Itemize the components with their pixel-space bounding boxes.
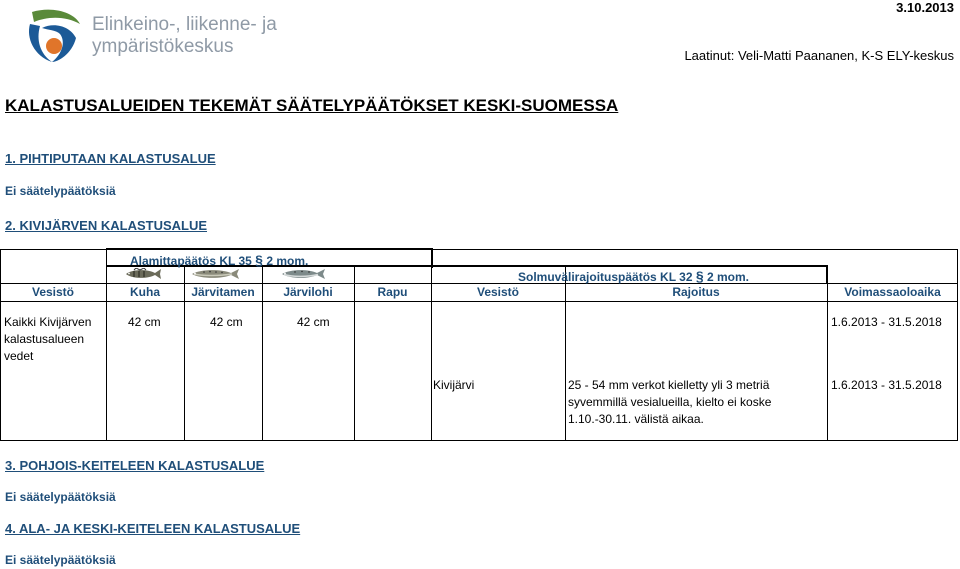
table-row-1-jarvitaimen: 42 cm	[210, 315, 243, 329]
group-heading-tail: 2 mom.	[706, 270, 749, 284]
organization-name	[92, 14, 277, 58]
pike-perch-icon	[124, 268, 162, 280]
table-row-2-rajoitus	[568, 377, 771, 428]
org-line-2: ympäristökeskus	[92, 36, 234, 57]
col-header-jarvitaimen: Järvitamen	[191, 285, 255, 299]
section-1-note: Ei säätelypäätöksiä	[5, 184, 116, 198]
table-rule	[0, 283, 958, 284]
cell-line: syvemmillä vesialueilla, kielto ei koske	[568, 395, 772, 409]
group-heading-text: Solmuvälirajoituspäätös KL 32	[518, 270, 693, 284]
group-heading-tail: 2 mom.	[266, 254, 309, 268]
cell-line: 25 - 54 mm verkot kielletty yli 3 metriä	[568, 378, 770, 392]
document-author: Laatinut: Veli-Matti Paananen, K-S ELY-keskus	[684, 48, 954, 63]
brown-trout-icon	[190, 268, 240, 280]
group-heading-min-size	[130, 252, 308, 268]
section-2-title: 2. KIVIJÄRVEN KALASTUSALUE	[5, 218, 208, 233]
col-header-rapu: Rapu	[377, 285, 408, 299]
page-title: KALASTUSALUEIDEN TEKEMÄT SÄÄTELYPÄÄTÖKSET KESKI-SUOMESSA	[5, 96, 619, 115]
paragraph-symbol: §	[695, 268, 704, 284]
cell-line: vedet	[4, 349, 34, 363]
section-3-note: Ei säätelypäätöksiä	[5, 490, 116, 504]
section-1-title: 1. PIHTIPUTAAN KALASTUSALUE	[5, 151, 216, 166]
paragraph-symbol: §	[255, 252, 263, 268]
col-header-voimassaoloaika: Voimassaoloaika	[844, 285, 941, 299]
document-date: 3.10.2013	[896, 0, 954, 15]
table-border	[826, 265, 828, 283]
table-rule	[0, 301, 958, 302]
org-line-1: Elinkeino-, liikenne- ja	[92, 14, 277, 35]
cell-line: 1.10.-30.11. välistä aikaa.	[568, 412, 704, 426]
salmon-icon	[280, 268, 326, 280]
table-row-1-vesisto	[4, 314, 91, 365]
col-header-rajoitus: Rajoitus	[672, 285, 720, 299]
table-row-1-kuha: 42 cm	[128, 315, 161, 329]
table-row-1-jarvilohi: 42 cm	[297, 315, 330, 329]
ely-logo-icon	[22, 4, 84, 66]
group-heading-mesh-size	[518, 268, 749, 284]
section-4-title: 4. ALA- JA KESKI-KEITELEEN KALASTUSALUE	[5, 521, 301, 536]
cell-line: kalastusalueen	[4, 332, 85, 346]
table-rule	[106, 249, 107, 441]
col-header-kuha: Kuha	[130, 285, 160, 299]
section-3-title: 3. POHJOIS-KEITELEEN KALASTUSALUE	[5, 458, 265, 473]
table-border	[106, 248, 432, 250]
group-heading-text: Alamittapäätös KL 35	[130, 254, 252, 268]
cell-line: Kaikki Kivijärven	[4, 315, 92, 329]
table-row-2-voimassa: 1.6.2013 - 31.5.2018	[831, 378, 942, 392]
col-header-vesisto-2: Vesistö	[476, 285, 520, 299]
table-row-2-vesisto: Kivijärvi	[433, 378, 475, 392]
table-row-1-voimassa: 1.6.2013 - 31.5.2018	[831, 315, 942, 329]
col-header-jarvilohi: Järvilohi	[283, 285, 333, 299]
section-4-note: Ei säätelypäätöksiä	[5, 553, 116, 567]
table-border	[431, 248, 433, 268]
col-header-vesisto: Vesistö	[31, 285, 75, 299]
